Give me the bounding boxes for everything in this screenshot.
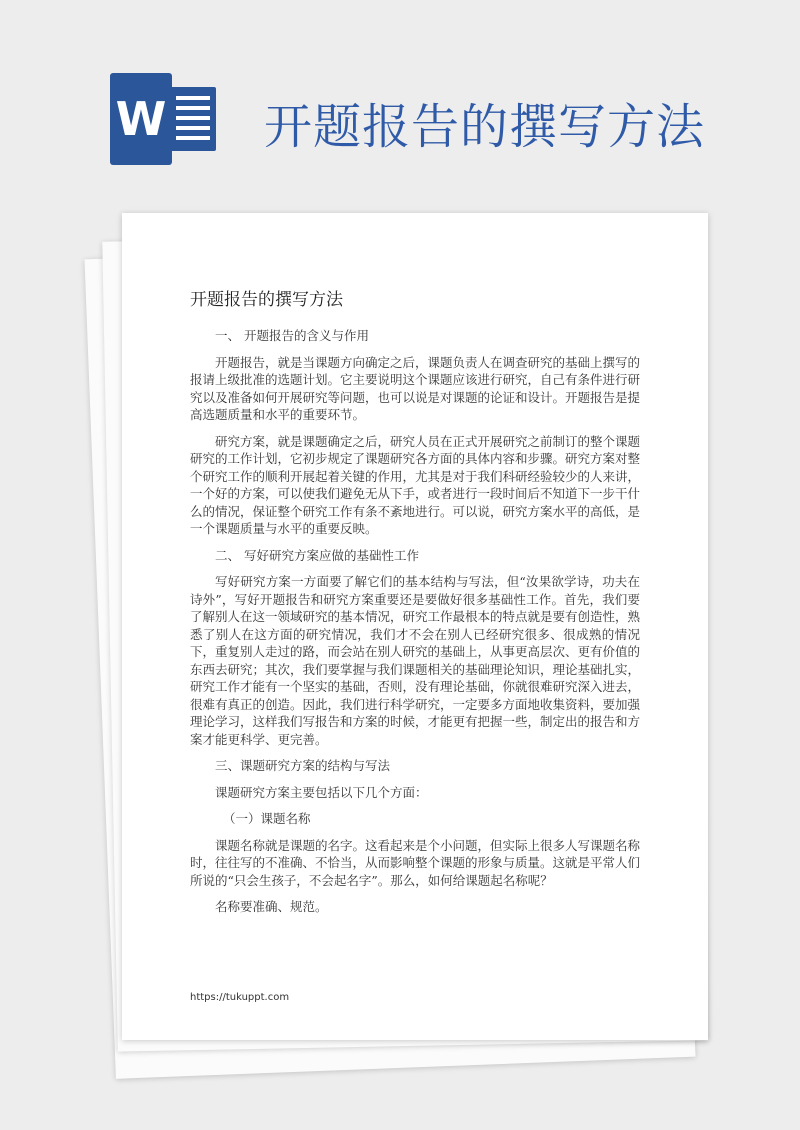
banner-title: 开题报告的撰写方法	[264, 99, 706, 155]
section-heading: 二、 写好研究方案应做的基础性工作	[215, 547, 419, 563]
paragraph: 课题名称就是课题的名字。这看起来是个小问题，但实际上很多人写课题名称时，往往写的不准确、不恰当，从而影响整个课题的形象与质量。这就是平常人们所说的“只会生孩子，不会起名字”。那么，如何给课题起名称呢？	[190, 837, 641, 888]
document-body	[190, 327, 640, 925]
paragraph: 开题报告，就是当课题方向确定之后，课题负责人在调查研究的基础上撰写的报请上级批准的选题计划。它主要说明这个课题应该进行研究，自己有条件进行研究以及准备如何开展研究等问题，也可以说是对课题的论证和设计。开题报告是提高选题质量和水平的重要环节。	[190, 354, 641, 422]
word-logo-letter: W	[110, 73, 172, 165]
paragraph: 课题研究方案主要包括以下几个方面：	[215, 784, 428, 800]
document-page	[122, 213, 708, 1040]
paragraph: 研究方案，就是课题确定之后，研究人员在正式开展研究之前制订的整个课题研究的工作计划，它初步规定了课题研究各方面的具体内容和步骤。研究方案对整个研究工作的顺利开展起着关键的作用，尤其是对于我们科研经验较少的人来讲，一个好的方案，可以使我们避免无从下手，或者进行一段时间后不知道下一步干什么的情况，保证整个研究工作有条不紊地进行。可以说，研究方案水平的高低，是一个课题质量与水平的重要反映。	[190, 433, 641, 536]
footer-url: https://tukuppt.com	[190, 992, 290, 1003]
paragraph: 名称要准确、规范。	[215, 899, 328, 914]
section-heading: 一、 开题报告的含义与作用	[215, 328, 369, 343]
paragraph: 写好研究方案一方面要了解它们的基本结构与写法，但“汝果欲学诗，功夫在诗外”，写好开题报告和研究方案重要还是要做好很多基础性工作。首先，我们要了解别人在这一领域研究的基本情况，研究工作最根本的特点就是要有创造性，熟悉了别人在这方面的研究情况，我们才不会在别人已经研究很多、很成熟的情况下，重复别人走过的路，而会站在别人研究的基础上，从事更高层次、更有价值的东西去研究；其次，我们要掌握与我们课题相关的基础理论知识，理论基础扎实，研究工作才能有一个坚实的基础，否则，没有理论基础，你就很难研究深入进去，很难有真正的创造。因此，我们进行科学研究，一定要多方面地收集资料，要加强理论学习，这样我们写报告和方案的时候，才能更有把握一些，制定出的报告和方案才能更科学、更完善。	[190, 574, 641, 747]
banner-header	[0, 0, 800, 200]
section-heading: 三、课题研究方案的结构与写法	[215, 758, 391, 773]
document-title: 开题报告的撰写方法	[190, 290, 343, 310]
word-logo-icon	[110, 73, 216, 165]
subsection-heading: （一）课题名称	[223, 811, 311, 826]
